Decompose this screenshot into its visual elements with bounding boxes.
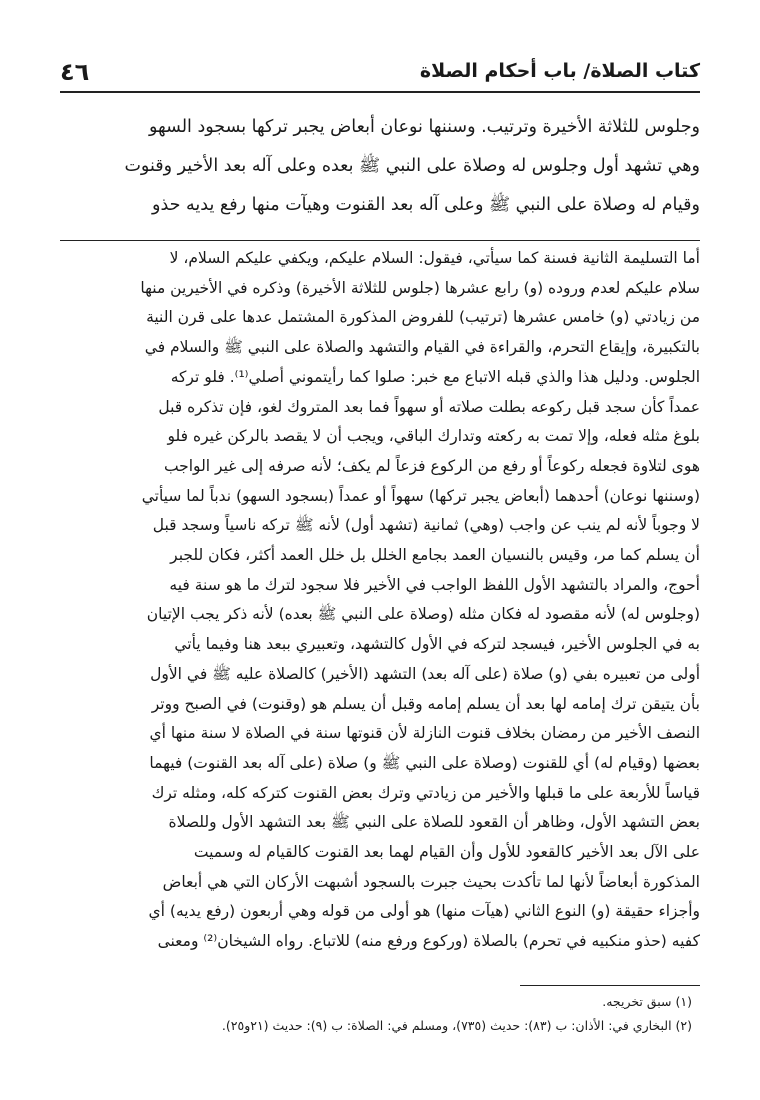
matn-commentary-divider [60, 240, 700, 241]
commentary-line: بعضها (وقيام له) أي للقنوت (وصلاة على النبي ﷺ و) صلاة (على آله بعد القنوت) فيهما [149, 753, 700, 772]
commentary-line: لا وجوباً لأنه لم ينب عن واجب (وهي) ثمانية (تشهد أول) لأنه ﷺ تركه ناسياً وسجد قبل [152, 516, 700, 535]
commentary-line: أن يسلم كما مر، وقيس بالنسيان العمد بجامع الخلل بل خلل العمد أكثر، فكان للجبر [170, 546, 700, 565]
commentary-line: سلام عليكم لعدم وروده (و) رابع عشرها (جلوس للثلاثة الأخيرة) وذكره في الأخيرين منها [140, 278, 700, 297]
commentary-line: به في الجلوس الأخير، فيسجد لتركه في الأول كالتشهد، وتعبيري ببعد هنا وفيما يأتي [174, 635, 700, 654]
page-number: ٤٦ [60, 58, 90, 86]
matn-line: وهي تشهد أول وجلوس له وصلاة على النبي ﷺ بعده وعلى آله بعد الأخير وقنوت [124, 156, 700, 176]
running-title: كتاب الصلاة/ باب أحكام الصلاة [419, 60, 700, 82]
footnote-1: (١) سبق تخريجه. [602, 994, 692, 1009]
commentary-text [62, 244, 700, 957]
matn-text [62, 108, 700, 225]
commentary-line: بالتكبيرة، وإيقاع التحرم، والقراءة في القيام والتشهد والصلاة على النبي ﷺ والسلام في [144, 338, 700, 357]
footnote-divider [520, 985, 700, 986]
commentary-line: قياساً للأربعة على ما قبلها والأخير من زيادتي وترك بعض القنوت كتركه كله، ومثله ترك [151, 783, 700, 802]
commentary-line: بعض التشهد الأول، وظاهر أن القعود للصلاة على النبي ﷺ بعد التشهد الأول وللصلاة [168, 813, 700, 832]
commentary-line: أما التسليمة الثانية فسنة كما سيأتي، فيقول: السلام عليكم، ويكفي عليكم السلام، لا [169, 249, 700, 267]
commentary-line: على الآل بعد الأخير كالقعود للأول وأن القيام لهما بعد القنوت كالقيام له وسميت [193, 843, 700, 862]
commentary-line: عمداً كأن سجد قبل ركوعه بطلت صلاته أو سهواً فما بعد المتروك لغو، فإن تذكره قبل [158, 397, 700, 416]
matn-line: وقيام له وصلاة على النبي ﷺ وعلى آله بعد القنوت وهيآت منها رفع يديه حذو [152, 195, 700, 215]
footnote-2: (٢) البخاري في: الأذان: ب (٨٣): حديث (٧٣٥)، ومسلم في: الصلاة: ب (٩): حديث (٢١و٢٥). [221, 1018, 692, 1033]
commentary-line: من زيادتي (و) خامس عشرها (ترتيب) للفروض المذكورة المشتمل عدها على قرن النية [146, 308, 700, 327]
commentary-line: المذكورة أبعاضاً لأنها لما تأكدت بحيث جبرت بالسجود أشبهت الأركان التي هي أبعاض [162, 872, 700, 891]
page-header [60, 58, 700, 92]
commentary-line: بأن يتيقن ترك إمامه لها بعد أن يسلم إمامه وقبل أن يسلم هو (وقنوت) في الصبح ووتر [151, 694, 700, 713]
commentary-line: أولى من تعبيره بفي (و) صلاة (على آله بعد) التشهد (الأخير) كالصلاة عليه ﷺ في الأول [150, 664, 700, 683]
commentary-line: هوى لتلاوة فجعله ركوعاً أو رفع من الركوع فزعاً لم يكف؛ لأنه صرفه إلى غير الواجب [163, 456, 700, 475]
matn-line: وجلوس للثلاثة الأخيرة وترتيب. وسننها نوعان أبعاض يجبر تركها بسجود السهو [149, 117, 700, 137]
commentary-line: بلوغ مثله فعله، وإلا تمت به ركعته وتدارك الباقي، ويجب أن لا يقصد بالركن غيره فلو [167, 427, 700, 446]
header-divider [60, 91, 700, 93]
footnotes [62, 990, 700, 1038]
commentary-line: (وسننها نوعان) أحدهما (أبعاض يجبر تركها) سهواً أو عمداً (بسجود السهو) ندباً لما سيأتي [141, 486, 700, 505]
commentary-line: كفيه (حذو منكبيه في تحرم) بالصلاة (وركوع ورفع منه) للاتباع. رواه الشيخان⁽²⁾ ومعنى [157, 932, 700, 951]
commentary-line: الجلوس. ودليل هذا والذي قبله الاتباع مع خبر: صلوا كما رأيتموني أصلي⁽¹⁾. فلو تركه [170, 367, 700, 386]
commentary-line: النصف الأخير من رمضان بخلاف قنوت النازلة لأن قنوتها سنة في الصلاة لا سنة منها أي [149, 724, 700, 743]
commentary-line: وأجزاء حقيقة (و) النوع الثاني (هيآت منها) هو أولى من قوله وهي أربعون (رفع يديه) أي [148, 902, 700, 921]
commentary-line: أحوج، والمراد بالتشهد الأول اللفظ الواجب في الأخير فلا سجود لترك ما هو سنة فيه [169, 575, 700, 594]
commentary-line: (وجلوس له) لأنه مقصود له فكان مثله (وصلاة على النبي ﷺ بعده) لأنه ذكر يجب الإتيان [146, 605, 700, 624]
